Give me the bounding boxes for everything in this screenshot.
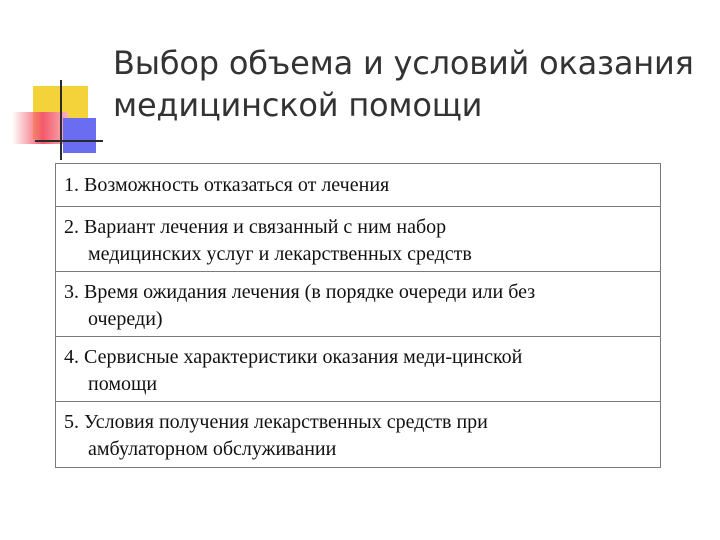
table-row (56, 402, 660, 467)
slide-title-line-2: медицинской помощи (113, 86, 483, 124)
table-row (56, 164, 660, 207)
row-text-continuation: очереди) (88, 308, 163, 330)
slide-title (113, 42, 703, 126)
items-table (55, 163, 661, 468)
row-text-continuation: помощи (88, 373, 158, 395)
row-text: 3. Время ожидания лечения (в порядке очереди или без (64, 281, 536, 303)
slide-title-line-1: Выбор объема и условий оказания (113, 44, 694, 82)
table-row (56, 272, 660, 337)
row-text: 1. Возможность отказаться от лечения (64, 174, 390, 196)
row-text-continuation: амбулаторном обслуживании (88, 438, 337, 460)
table-row (56, 207, 660, 272)
decor-vertical-line (60, 80, 62, 160)
row-text: 2. Вариант лечения и связанный с ним набор (64, 216, 447, 238)
row-text: 5. Условия получения лекарственных средств при (64, 411, 488, 433)
decor-blue-square (63, 118, 96, 153)
row-text-continuation: медицинских услуг и лекарственных средств (88, 243, 472, 265)
row-text: 4. Сервисные характеристики оказания меди-цинской (64, 346, 523, 368)
decor-horizontal-line (35, 140, 103, 142)
table-row (56, 337, 660, 402)
